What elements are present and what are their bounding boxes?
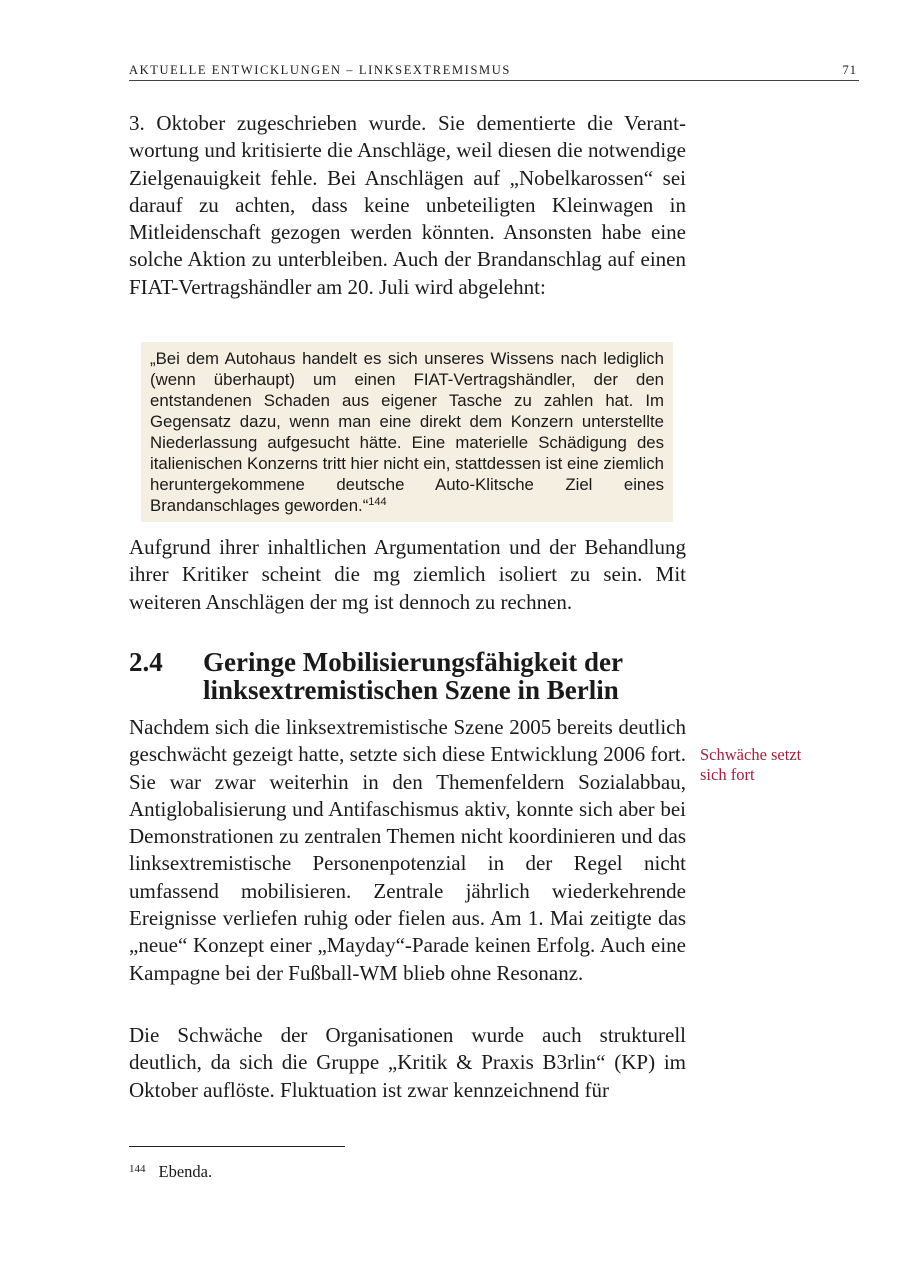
running-header	[129, 63, 859, 81]
page-number: 71	[842, 63, 857, 77]
footnote-text: Ebenda.	[158, 1162, 213, 1181]
paragraph-3: Nachdem sich die linksextremistische Szene 2005 bereits deutlich geschwächt gezeigt hatte, setzte sich diese Entwicklung 2006 fort. Sie war zwar weiterhin in den Themenfeldern Sozialabbau, Antiglobalisierung und Antifaschismus aktiv, konnte sich aber bei Demonstrationen zu zentralen Themen nicht koordinieren und das linksextremistische Personenpotenzial in der Regel nicht umfassend mobilisieren. Zentrale jährlich wiederkehrende Ereignisse verliefen ruhig oder fielen aus. Am 1. Mai zeitigte das „neue“ Konzept einer „Mayday“-Parade keinen Erfolg. Auch eine Kampagne bei der Fußball-WM blieb ohne Resonanz.	[129, 715, 686, 985]
quote-text: „Bei dem Autohaus handelt es sich unseres Wissens nach lediglich (wenn überhaupt) um einen FIAT-Vertragshändler, der den entstandenen Schaden aus eigener Tasche zu zahlen hat. Im Gegensatz dazu, wenn man eine direkt dem Konzern unterstellte Niederlassung aufgesucht hätte. Eine materielle Schädigung des italienischen Konzerns tritt hier nicht ein, stattdessen ist eine ziemlich heruntergekommene deutsche Auto-Klitsche Ziel eines Brandanschlages geworden.“	[150, 349, 664, 515]
section-number: 2.4	[129, 647, 163, 677]
paragraph-1: 3. Oktober zugeschrieben wurde. Sie dementierte die Verantwortung und kritisierte die Anschläge, weil diesen die notwendige Zielgenauigkeit fehle. Bei Anschlägen auf „Nobelkarossen“ sei darauf zu achten, dass keine unbeteiligten Kleinwagen in Mitleidenschaft gezogen werden könnten. Ansonsten habe eine solche Aktion zu unterbleiben. Auch der Brandanschlag auf einen FIAT-Vertragshändler am 20. Juli wird abgelehnt:	[129, 111, 686, 299]
margin-note: Schwäche setzt sich fort	[700, 745, 802, 784]
paragraph-2: Aufgrund ihrer inhaltlichen Argumentation und der Behandlung ihrer Kritiker scheint die mg ziemlich isoliert zu sein. Mit weiteren Anschlägen der mg ist dennoch zu rechnen.	[129, 535, 686, 614]
footnote	[129, 1162, 212, 1182]
running-title: AKTUELLE ENTWICKLUNGEN – LINKSEXTREMISMUS	[129, 63, 511, 77]
footnote-number: 144	[129, 1163, 146, 1175]
footnote-divider	[129, 1146, 345, 1147]
block-quote	[141, 342, 673, 522]
quote-footnote-ref[interactable]: 144	[368, 496, 387, 508]
section-title: Geringe Mobilisierungsfähigkeit der linksextremistischen Szene in Berlin	[203, 647, 623, 705]
paragraph-4: Die Schwäche der Organisationen wurde auch strukturell deutlich, da sich die Gruppe „Kritik & Praxis B3rlin“ (KP) im Oktober auflöste. Fluktuation ist zwar kennzeichnend für	[129, 1023, 686, 1102]
